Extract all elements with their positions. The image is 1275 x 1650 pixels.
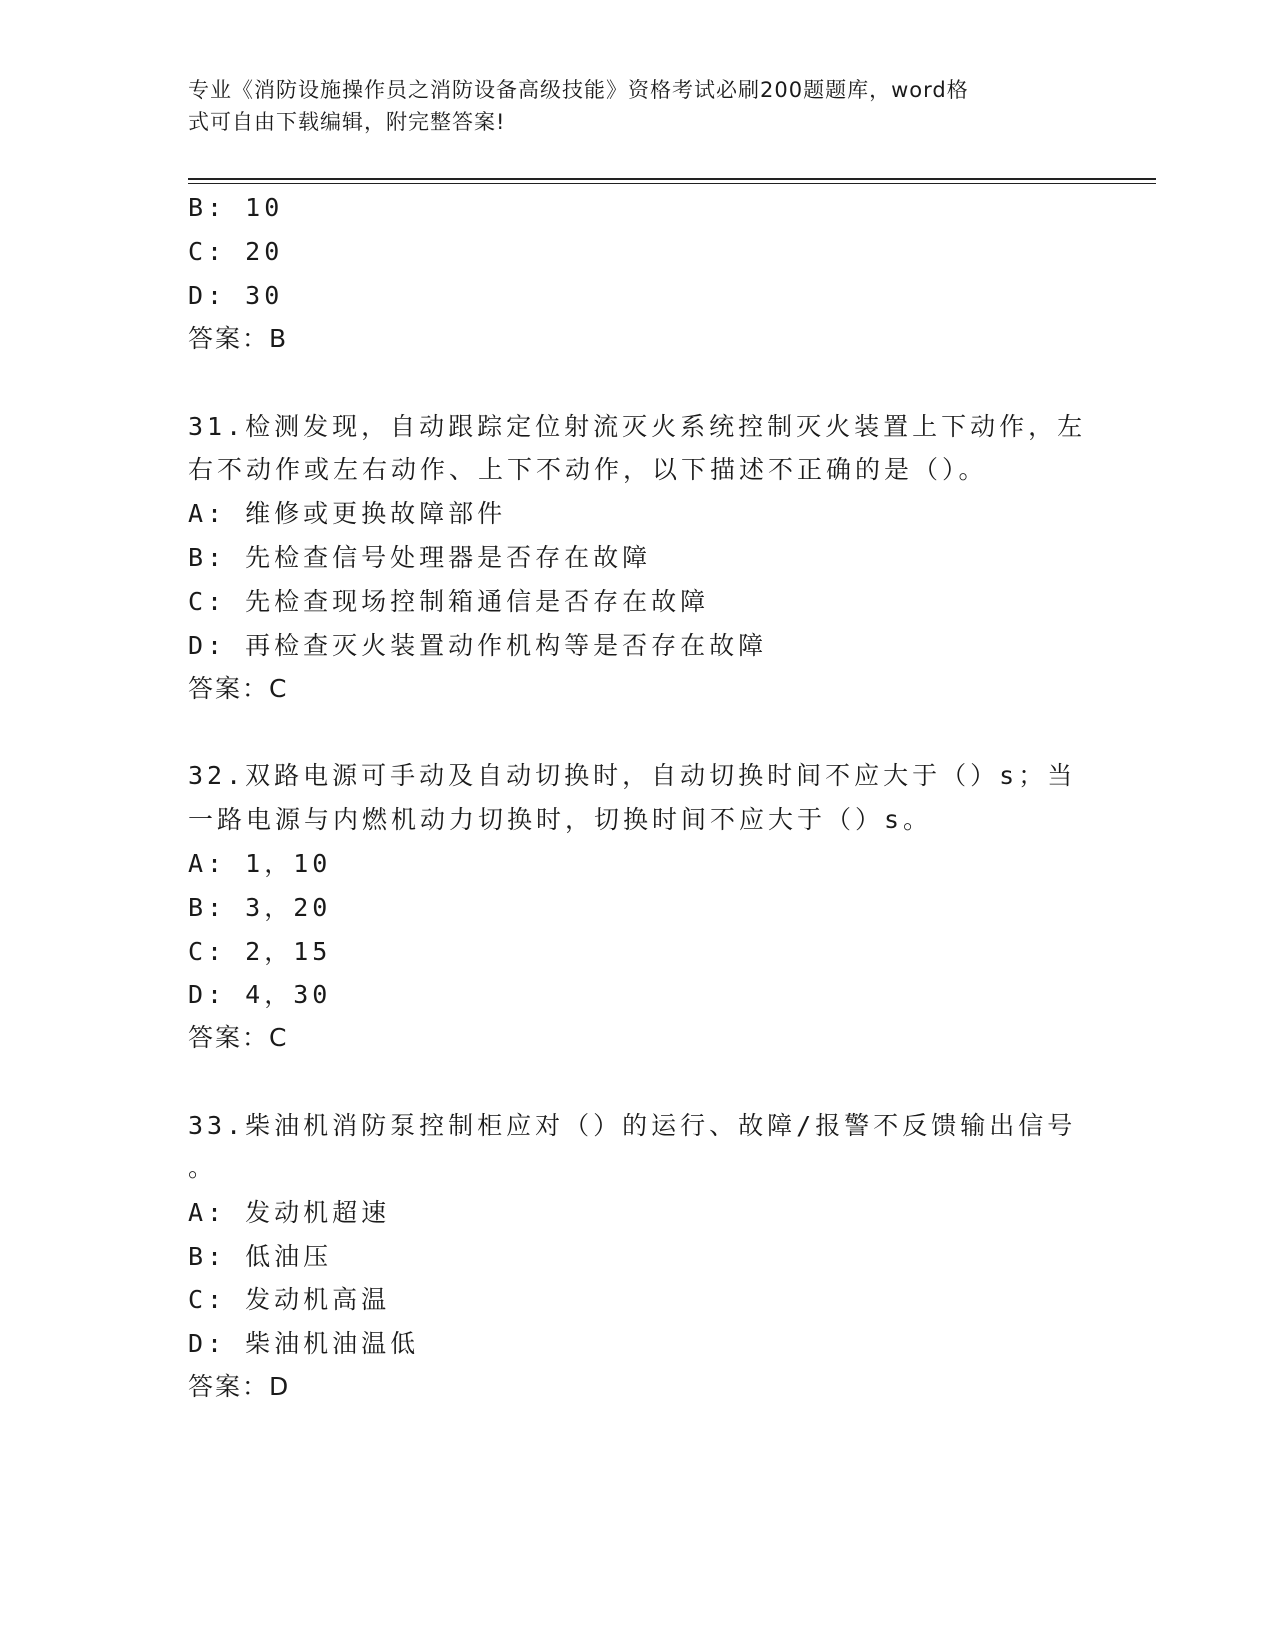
q31-stem-line-1: 31.检测发现，自动跟踪定位射流灭火系统控制灭火装置上下动作，左 — [188, 412, 1087, 441]
q32-option-d: D: 4，30 — [188, 980, 332, 1009]
prev-answer: 答案：B — [188, 324, 289, 353]
q31-stem-line-2: 右不动作或左右动作、上下不动作，以下描述不正确的是（）。 — [188, 455, 988, 484]
q33-option-c: C: 发动机高温 — [188, 1285, 391, 1314]
q32-option-a: A: 1，10 — [188, 849, 332, 878]
q31-option-d: D: 再检查灭火装置动作机构等是否存在故障 — [188, 631, 768, 660]
q33-answer: 答案：D — [188, 1372, 291, 1401]
q33-option-d: D: 柴油机油温低 — [188, 1329, 420, 1358]
header-divider-bottom — [188, 183, 1156, 184]
prev-option-d: D: 30 — [188, 281, 284, 310]
q31-option-b: B: 先检查信号处理器是否存在故障 — [188, 543, 652, 572]
q33-stem-line-2: 。 — [188, 1153, 218, 1182]
header-line-2: 式可自由下载编辑，附完整答案! — [188, 110, 506, 134]
header-line-1: 专业《消防设施操作员之消防设备高级技能》资格考试必刷200题题库，word格 — [188, 78, 969, 102]
q33-option-a: A: 发动机超速 — [188, 1198, 391, 1227]
q32-stem-line-1: 32.双路电源可手动及自动切换时，自动切换时间不应大于（）s；当 — [188, 761, 1077, 790]
q31-option-c: C: 先检查现场控制箱通信是否存在故障 — [188, 587, 710, 616]
q31-option-a: A: 维修或更换故障部件 — [188, 499, 507, 528]
header-divider-top — [188, 178, 1156, 180]
q32-answer: 答案：C — [188, 1023, 289, 1052]
document-header — [188, 74, 1068, 138]
q32-option-b: B: 3，20 — [188, 893, 332, 922]
q32-option-c: C: 2，15 — [188, 937, 332, 966]
prev-option-c: C: 20 — [188, 237, 284, 266]
q31-answer: 答案：C — [188, 674, 289, 703]
q32-stem-line-2: 一路电源与内燃机动力切换时，切换时间不应大于（）s。 — [188, 805, 933, 834]
q33-stem-line-1: 33.柴油机消防泵控制柜应对（）的运行、故障/报警不反馈输出信号 — [188, 1111, 1077, 1140]
prev-option-b: B: 10 — [188, 193, 284, 222]
q33-option-b: B: 低油压 — [188, 1242, 333, 1271]
